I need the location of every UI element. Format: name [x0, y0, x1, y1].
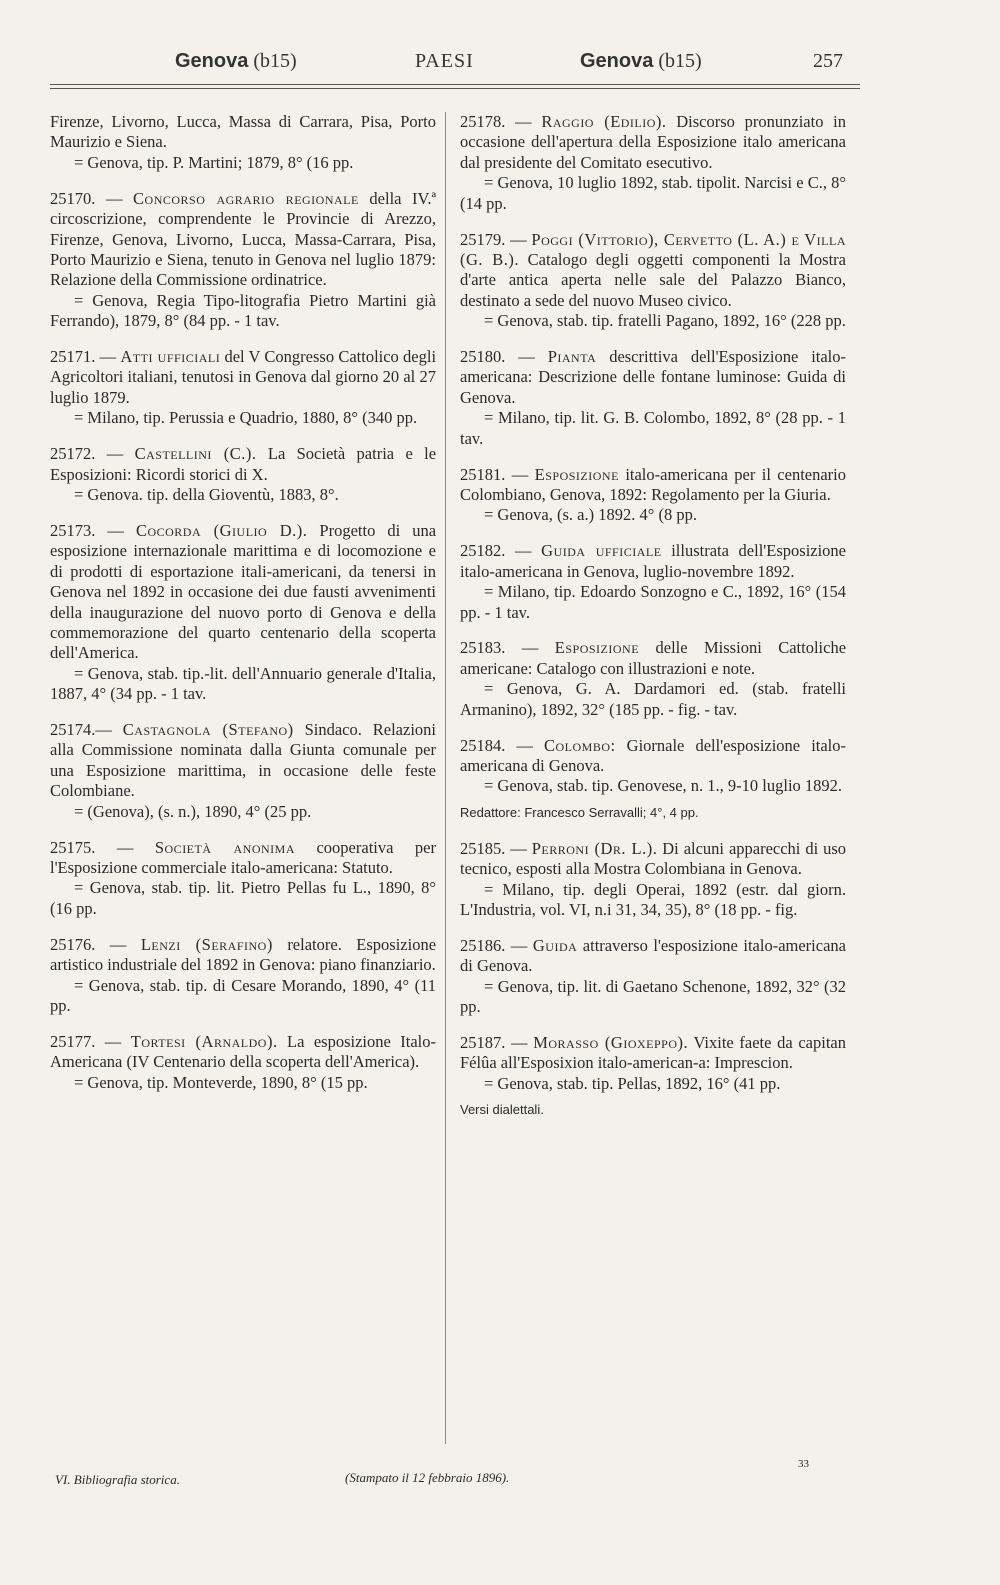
entry-title: Discorso pronunziato in occasione dell'apertura della Esposizione italo americana dal presidente del Comitato esecutivo.	[460, 112, 847, 172]
bibliography-entry	[460, 541, 846, 623]
bibliography-entry	[50, 1032, 436, 1093]
header-right: Genova (b15)	[580, 50, 702, 72]
entry-publication: = Genova, Regia Tipo-litografia Pietro Martini già Ferrando), 1879, 8° (84 pp. - 1 tav.	[50, 290, 436, 331]
entry-number: 25175. —	[50, 837, 134, 857]
entry-title: Sindaco. Relazioni alla Commissione nominata dalla Giunta comunale per una Esposizione marittima, in occasione delle feste Colombiane.	[50, 720, 436, 801]
entry-number: 25187. —	[460, 1032, 528, 1052]
entry-number: 25174.—	[50, 720, 112, 740]
entry-title: Vixite faete da capitan Félûa all'Esposixion italo-american-a: Imprescion.	[460, 1032, 846, 1073]
entry-title: Giornale dell'esposizione italo-americana di Genova.	[460, 735, 847, 775]
entry-publication: = Genova, (s. a.) 1892. 4° (8 pp.	[484, 505, 697, 525]
entry-title: del V Congresso Cattolico degli Agricoltori italiani, tenutosi in Genova dal giorno 20 al 27 luglio 1879.	[50, 347, 437, 407]
entry-body	[460, 638, 846, 679]
entry-body	[460, 839, 846, 880]
entry-author: Castellini (C.).	[134, 444, 257, 464]
column-divider	[445, 112, 446, 1444]
entry-number: 25176. —	[50, 934, 127, 954]
entry-author: Pianta	[547, 347, 597, 367]
bibliography-entry	[460, 839, 846, 921]
bibliography-entry	[460, 347, 846, 449]
entry-title: relatore. Esposizione artistico industriale del 1892 in Genova: piano finanziario.	[50, 934, 437, 975]
entry-body	[460, 347, 846, 408]
entry-author: Poggi (Vittorio), Cervetto (L. A.) e Villa (G. B.).	[460, 229, 847, 269]
header-left: Genova (b15)	[175, 50, 297, 72]
entry-title: descrittiva dell'Esposizione italo-americana: Descrizione delle fontane luminose: Guida di Genova.	[460, 347, 847, 407]
entry-publication: = Milano, tip. lit. G. B. Colombo, 1892, 8° (28 pp. - 1 tav.	[460, 408, 846, 448]
entry-author: Esposizione	[554, 638, 640, 658]
entry-title: Progetto di una esposizione internazionale marittima e di locomozione e di prodotti di esportazione itali-americani, da tenersi in Genova nel 1892 in occasione dei due fausti avvenimenti della inaugurazione del nuovo porto di Genova e della commemorazione del quarto centenario della scoperta dell'America.	[50, 520, 437, 663]
entry-author: Esposizione	[534, 464, 619, 484]
entry-title: attraverso l'esposizione italo-americana di Genova.	[460, 935, 846, 976]
header-center: PAESI	[415, 50, 474, 72]
signature-mark: 33	[798, 1458, 809, 1470]
bibliography-entry	[460, 112, 846, 214]
entry-number: 25170. —	[50, 188, 123, 208]
bibliography-entry	[50, 935, 436, 1017]
entry-author: Cocorda (Giulio D.).	[135, 520, 308, 540]
entry-author: Concorso agrario regionale	[133, 188, 359, 208]
entry-number: 25186. —	[460, 935, 528, 955]
page-number: 257	[813, 50, 843, 72]
bibliography-entry	[50, 189, 436, 332]
entry-author: Colombo:	[544, 735, 616, 755]
entry-publication: = Genova. tip. della Gioventù, 1883, 8°.	[74, 485, 339, 504]
entry-author: Società anonima	[154, 837, 295, 857]
entry-body	[50, 838, 436, 879]
bibliography-entry	[460, 230, 846, 332]
header-rule	[50, 84, 860, 85]
entry-note: Versi dialettali.	[460, 1102, 544, 1118]
entry-author: Tortesi (Arnaldo).	[130, 1031, 278, 1051]
entry-number: 25180. —	[460, 347, 535, 367]
entry-title: Di alcuni apparecchi di uso tecnico, esposti alla Mostra Colombiana in Genova.	[460, 838, 847, 879]
entry-publication: = Genova, stab. tip. Genovese, n. 1., 9-10 luglio 1892.	[484, 776, 843, 796]
entry-number: 25185. —	[460, 838, 527, 858]
entry-body	[460, 465, 846, 506]
entry-number: 25182. —	[460, 541, 532, 561]
footer-section-title: VI. Bibliografia storica.	[55, 1472, 180, 1487]
bibliography-entry	[50, 444, 436, 505]
entry-author: Castagnola (Stefano)	[122, 720, 294, 740]
entry-body	[50, 935, 436, 976]
entry-author: Raggio (Edilio).	[541, 112, 667, 131]
entry-body	[50, 189, 436, 291]
entry-number: 25183. —	[460, 638, 539, 658]
bibliography-entry	[50, 112, 436, 173]
entry-title: cooperativa per l'Esposizione commerciale italo-americana: Statuto.	[50, 837, 436, 877]
bibliography-entry	[460, 736, 846, 824]
entry-note: Redattore: Francesco Serravalli; 4°, 4 pp.	[460, 804, 699, 820]
entry-number: 25172. —	[50, 444, 124, 464]
bibliography-entry	[50, 521, 436, 705]
entry-title: Firenze, Livorno, Lucca, Massa di Carrara, Pisa, Porto Maurizio e Siena.	[50, 112, 436, 152]
entry-author: Guida ufficiale	[541, 541, 662, 561]
bibliography-entry	[50, 838, 436, 920]
entry-title: La Società patria e le Esposizioni: Ricordi storici di X.	[50, 444, 437, 484]
bibliography-entry	[460, 936, 846, 1018]
entry-author: Atti ufficiali	[120, 347, 221, 367]
right-column	[460, 112, 846, 1136]
header-rule-double	[50, 88, 860, 89]
entry-publication: = Genova, tip. P. Martini; 1879, 8° (16 pp.	[74, 152, 354, 172]
bibliography-entry	[460, 1033, 846, 1121]
entry-publication: = Genova, tip. Monteverde, 1890, 8° (15 pp.	[74, 1072, 368, 1092]
entry-body	[460, 1033, 846, 1074]
entry-number: 25184. —	[460, 735, 533, 755]
entry-body	[50, 521, 436, 664]
entry-title: delle Missioni Cattoliche americane: Catalogo con illustrazioni e note.	[460, 638, 847, 678]
entry-number: 25181. —	[460, 464, 529, 484]
bibliography-entry	[460, 465, 846, 526]
entry-body	[50, 112, 436, 153]
entry-publication: = Genova, stab. tip. Pellas, 1892, 16° (41 pp.	[484, 1073, 781, 1093]
entry-body	[460, 112, 846, 173]
entry-body	[50, 347, 436, 408]
entry-number: 25178. —	[460, 112, 532, 131]
entry-body	[50, 1032, 436, 1073]
entry-publication: = Genova, stab. tip.-lit. dell'Annuario generale d'Italia, 1887, 4° (34 pp. - 1 tav.	[50, 663, 436, 704]
running-header	[50, 50, 860, 84]
entry-body	[50, 444, 436, 485]
page-footer	[55, 1458, 855, 1494]
entry-author: Guida	[532, 935, 578, 955]
entry-title: italo-americana per il centenario Colombiano, Genova, 1892: Regolamento per la Giuria.	[460, 464, 847, 504]
entry-author: Morasso (Gioxeppo).	[533, 1032, 689, 1052]
entry-title: illustrata dell'Esposizione italo-americana in Genova, luglio-novembre 1892.	[460, 541, 847, 581]
entry-publication: = Milano, tip. Edoardo Sonzogno e C., 1892, 16° (154 pp. - 1 tav.	[460, 582, 846, 622]
entry-number: 25171. —	[50, 347, 117, 367]
entry-author: Perroni (Dr. L.).	[531, 838, 658, 858]
entry-number: 25179. —	[460, 229, 527, 249]
entry-body	[50, 720, 436, 802]
footer-print-date: (Stampato il 12 febbraio 1896).	[345, 1470, 510, 1485]
entry-publication: = (Genova), (s. n.), 1890, 4° (25 pp.	[74, 801, 312, 821]
bibliography-entry	[460, 638, 846, 720]
entry-title: della IV.ª circoscrizione, comprendente le Provincie di Arezzo, Firenze, Genova, Livorno, Lucca, Massa-Carrara, Pisa, Porto Maurizio e Siena, tenuto in Genova nel luglio 1879: Relazione della Commissione ordinatrice.	[50, 188, 437, 290]
entry-body	[460, 936, 846, 977]
entry-publication: = Genova, stab. tip. fratelli Pagano, 1892, 16° (228 pp.	[484, 311, 846, 331]
entry-title: Catalogo degli oggetti componenti la Mostra d'arte antica aperta nelle sale del Palazzo Bianco, destinato a sede del nuovo Museo civico.	[460, 249, 846, 310]
entry-body	[460, 230, 846, 312]
entry-number: 25173. —	[50, 520, 124, 540]
entry-publication: = Genova, stab. tip. lit. Pietro Pellas fu L., 1890, 8° (16 pp.	[50, 878, 436, 918]
entry-publication: = Milano, tip. degli Operai, 1892 (estr. dal giorn. L'Industria, vol. VI, n.i 31, 34, 35), 8° (18 pp. - fig.	[460, 879, 846, 919]
bibliography-entry	[50, 347, 436, 429]
entry-body	[460, 541, 846, 582]
bibliography-entry	[50, 720, 436, 822]
entry-publication: = Genova, 10 luglio 1892, stab. tipolit. Narcisi e C., 8° (14 pp.	[460, 173, 846, 213]
entry-publication: = Milano, tip. Perussia e Quadrio, 1880, 8° (340 pp.	[74, 408, 418, 428]
entry-publication: = Genova, stab. tip. di Cesare Morando, 1890, 4° (11 pp.	[50, 975, 436, 1015]
entry-publication: = Genova, G. A. Dardamori ed. (stab. fratelli Armanino), 1892, 32° (185 pp. - fig. - tav.	[460, 679, 846, 719]
entry-publication: = Genova, tip. lit. di Gaetano Schenone, 1892, 32° (32 pp.	[460, 976, 846, 1017]
entry-body	[460, 736, 846, 777]
entry-author: Lenzi (Serafino)	[140, 934, 273, 954]
entry-title: La esposizione Italo-Americana (IV Centenario della scoperta dell'America).	[50, 1031, 437, 1072]
entry-number: 25177. —	[50, 1031, 122, 1051]
left-column	[50, 112, 436, 1109]
